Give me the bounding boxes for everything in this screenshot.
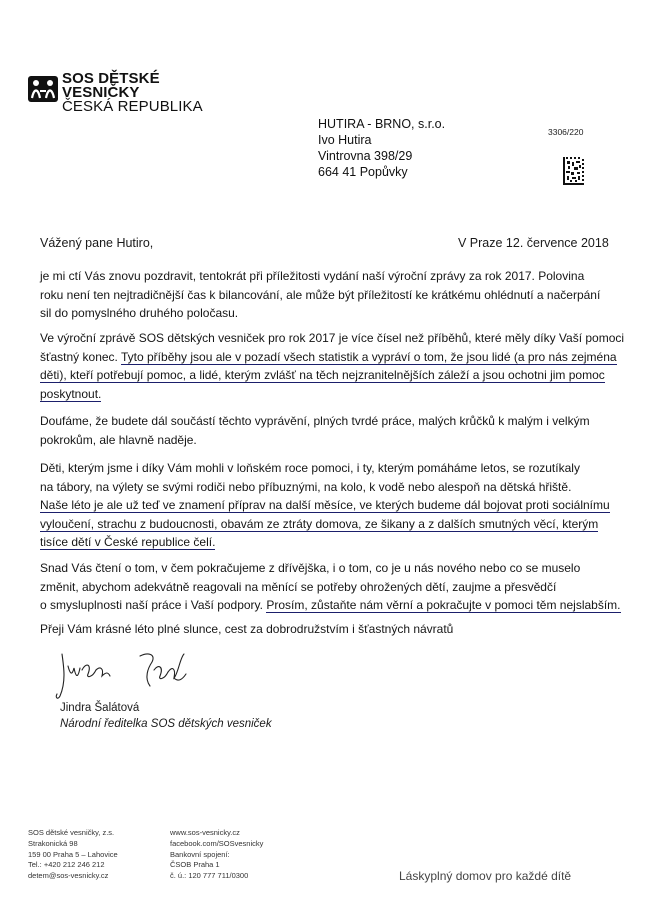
paragraph-line: Doufáme, že budete dál součástí těchto vyprávění, plných tvrdé práce, malých krůčků k malým i velkým bbox=[40, 414, 590, 428]
footer-line: Bankovní spojení: bbox=[170, 849, 230, 859]
footer-line: SOS dětské vesničky, z.s. bbox=[28, 828, 115, 837]
paragraph-line bbox=[40, 348, 617, 367]
footer-line: 159 00 Praha 5 – Lahovice bbox=[28, 849, 118, 859]
paragraph-line: roku není ten nejtradičnější čas k bilancování, ale může být příležitostí ke krátkému ohlédnutí a načerpání bbox=[40, 287, 601, 302]
signer-block bbox=[60, 700, 272, 732]
footer-line: č. ú.: 120 777 711/0300 bbox=[170, 871, 249, 881]
paragraph-3 bbox=[40, 412, 600, 449]
text-fragment: o smysluplnosti naší práce i Vaší podpory. bbox=[40, 598, 267, 612]
paragraph-line: pokrokům, ale hlavně naděje. bbox=[40, 432, 197, 447]
footer-line: www.sos-vesnicky.cz bbox=[170, 828, 240, 837]
reference-number: 3306/220 bbox=[548, 127, 584, 137]
salutation: Vážený pane Hutiro, bbox=[40, 236, 154, 250]
footer-web-bank bbox=[170, 828, 263, 882]
paragraph-line bbox=[40, 515, 600, 534]
footer-line: Strakonická 98 bbox=[28, 838, 78, 848]
paragraph-line: je mi ctí Vás znovu pozdravit, tentokrát při příležitosti vydání naší výroční zprávy za rok 2017. Polovina bbox=[40, 269, 585, 283]
logo-line-2: VESNIČKY bbox=[62, 84, 140, 101]
paragraph-line bbox=[40, 366, 605, 385]
paragraph-1 bbox=[40, 267, 600, 323]
footer-line: detem@sos-vesnicky.cz bbox=[28, 871, 109, 881]
handwritten-signature bbox=[52, 648, 192, 704]
paragraph-line bbox=[40, 496, 610, 515]
recipient-street: Vintrovna 398/29 bbox=[318, 149, 413, 163]
datamatrix-code-icon bbox=[563, 157, 584, 185]
underlined-text: poskytnout. bbox=[40, 386, 102, 401]
paragraph-line: sil do pomyslného druhého poločasu. bbox=[40, 306, 239, 320]
letter-date: V Praze 12. července 2018 bbox=[458, 236, 609, 250]
footer-contact bbox=[28, 828, 118, 882]
paragraph-line bbox=[40, 385, 600, 404]
paragraph-4 bbox=[40, 459, 610, 552]
underlined-text: Naše léto je ale už teď ve znamení příprav na další měsíce, ve kterých budeme dál bojovat proti sociálnímu bbox=[40, 498, 610, 512]
underlined-text: Prosím, zůstaňte nám věrní a pokračujte v pomoci těm nejslabším. bbox=[266, 598, 621, 612]
paragraph-line: Snad Vás čtení o tom, v čem pokračujeme z dřívějška, i o tom, co je u nás nového nebo co se muselo bbox=[40, 561, 581, 575]
recipient-company: HUTIRA - BRNO, s.r.o. bbox=[318, 117, 446, 131]
paragraph-line: na tábory, na výlety se svými rodiči nebo příbuznými, na kolo, k vodě nebo alespoň na dětská hřiště. bbox=[40, 479, 572, 494]
underlined-text: děti), kteří potřebují pomoc, a lidé, kterým zvlášť na těch nejzranitelnějších záleží a jsou ochotni jim pomoc bbox=[40, 368, 605, 382]
footer-line: facebook.com/SOSvesnicky bbox=[170, 838, 264, 848]
underlined-text: vyloučení, strachu z budoucnosti, obavám ze ztráty domova, ze šikany a z dalších smutných věcí, kterým bbox=[40, 516, 599, 531]
paragraph-line: Děti, kterým jsme i díky Vám mohli v loňském roce pomoci, i ty, kterým pomáháme letos, se rozutíkaly bbox=[40, 461, 580, 475]
paragraph-2 bbox=[40, 329, 625, 403]
paragraph-line bbox=[40, 533, 600, 552]
logo-text bbox=[62, 72, 203, 114]
recipient-address bbox=[318, 116, 445, 180]
footer-tagline: Láskyplný domov pro každé dítě bbox=[399, 869, 572, 883]
signer-role: Národní ředitelka SOS dětských vesniček bbox=[60, 718, 272, 730]
underlined-text: Tyto příběhy jsou ale v pozadí všech statistik a vypráví o tom, že jsou lidé (a pro nás zejména bbox=[121, 349, 617, 364]
paragraph-line: Ve výroční zprávě SOS dětských vesniček pro rok 2017 je více čísel než příběhů, které měly díky Vaší pomoci bbox=[40, 331, 625, 345]
recipient-name: Ivo Hutira bbox=[318, 133, 372, 147]
recipient-city: 664 41 Popůvky bbox=[318, 165, 408, 179]
logo-line-1: SOS DĚTSKÉ bbox=[62, 70, 160, 87]
sos-logo-icon bbox=[28, 76, 58, 102]
paragraph-line: změnit, abychom adekvátně reagovali na měnící se potřeby ohrožených dětí, zaujme a přesvědčí bbox=[40, 579, 557, 594]
paragraph-5 bbox=[40, 559, 621, 615]
paragraph-line bbox=[40, 596, 621, 615]
footer-line: ČSOB Praha 1 bbox=[170, 860, 220, 870]
logo-line-3: ČESKÁ REPUBLIKA bbox=[62, 98, 203, 115]
text-fragment: šťastný konec. bbox=[40, 349, 121, 364]
underlined-text: tisíce dětí v České republice čelí. bbox=[40, 535, 216, 549]
footer-line: Tel.: +420 212 246 212 bbox=[28, 860, 105, 870]
paragraph-line: Přeji Vám krásné léto plné slunce, cest za dobrodružstvím i šťastných návratů bbox=[40, 622, 454, 636]
paragraph-6 bbox=[40, 620, 600, 639]
signer-name: Jindra Šalátová bbox=[60, 702, 140, 714]
